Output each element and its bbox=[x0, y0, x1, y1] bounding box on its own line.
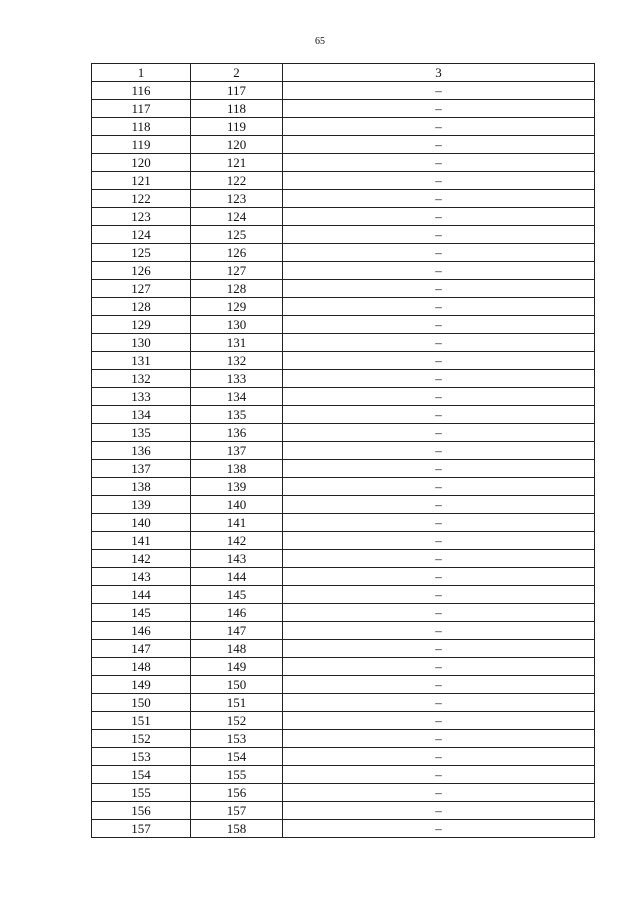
table-cell-col-3: – bbox=[283, 550, 595, 568]
table-cell-col-3: – bbox=[283, 118, 595, 136]
table-row bbox=[92, 550, 595, 568]
table-row bbox=[92, 136, 595, 154]
table-cell-col-1: 121 bbox=[92, 172, 191, 190]
table-row bbox=[92, 190, 595, 208]
table-row bbox=[92, 730, 595, 748]
table-row bbox=[92, 262, 595, 280]
table-cell-col-1: 131 bbox=[92, 352, 191, 370]
table-row bbox=[92, 154, 595, 172]
table-cell-col-3: – bbox=[283, 226, 595, 244]
table-row bbox=[92, 406, 595, 424]
table-row bbox=[92, 514, 595, 532]
table-row bbox=[92, 334, 595, 352]
table-cell-col-3: – bbox=[283, 640, 595, 658]
table-cell-col-2: 118 bbox=[191, 100, 283, 118]
table-row bbox=[92, 424, 595, 442]
table-row bbox=[92, 370, 595, 388]
table-cell-col-3: – bbox=[283, 802, 595, 820]
table-cell-col-1: 136 bbox=[92, 442, 191, 460]
table-cell-col-1: 134 bbox=[92, 406, 191, 424]
table-cell-col-1: 132 bbox=[92, 370, 191, 388]
table-cell-col-1: 139 bbox=[92, 496, 191, 514]
table-cell-col-1: 140 bbox=[92, 514, 191, 532]
table-cell-col-3: – bbox=[283, 496, 595, 514]
table-row bbox=[92, 496, 595, 514]
table-cell-col-1: 147 bbox=[92, 640, 191, 658]
table-cell-col-3: – bbox=[283, 352, 595, 370]
table-cell-col-1: 157 bbox=[92, 820, 191, 838]
table-cell-col-2: 132 bbox=[191, 352, 283, 370]
table-cell-col-2: 131 bbox=[191, 334, 283, 352]
table-cell-col-1: 153 bbox=[92, 748, 191, 766]
table-cell-col-3: – bbox=[283, 388, 595, 406]
table-cell-col-3: – bbox=[283, 532, 595, 550]
table-cell-col-1: 133 bbox=[92, 388, 191, 406]
table-row bbox=[92, 82, 595, 100]
table-cell-col-1: 120 bbox=[92, 154, 191, 172]
table-cell-col-2: 157 bbox=[191, 802, 283, 820]
table-cell-col-1: 118 bbox=[92, 118, 191, 136]
table-cell-col-1: 135 bbox=[92, 424, 191, 442]
table-cell-col-1: 156 bbox=[92, 802, 191, 820]
table-row bbox=[92, 640, 595, 658]
table-cell-col-3: – bbox=[283, 244, 595, 262]
table-row bbox=[92, 478, 595, 496]
table-row bbox=[92, 622, 595, 640]
table-cell-col-1: 137 bbox=[92, 460, 191, 478]
table-cell-col-1: 142 bbox=[92, 550, 191, 568]
table-cell-col-1: 138 bbox=[92, 478, 191, 496]
table-row bbox=[92, 712, 595, 730]
table-cell-col-3: – bbox=[283, 586, 595, 604]
table-cell-col-3: – bbox=[283, 460, 595, 478]
table-cell-col-3: – bbox=[283, 298, 595, 316]
table-cell-col-1: 141 bbox=[92, 532, 191, 550]
table-cell-col-1: 124 bbox=[92, 226, 191, 244]
table-cell-col-1: 119 bbox=[92, 136, 191, 154]
table-cell-col-2: 144 bbox=[191, 568, 283, 586]
table-cell-col-3: – bbox=[283, 172, 595, 190]
table-cell-col-1: 130 bbox=[92, 334, 191, 352]
table-row bbox=[92, 118, 595, 136]
table-cell-col-2: 125 bbox=[191, 226, 283, 244]
table-cell-col-1: 154 bbox=[92, 766, 191, 784]
table-cell-col-3: – bbox=[283, 280, 595, 298]
table-cell-col-1: 125 bbox=[92, 244, 191, 262]
table-cell-col-3: – bbox=[283, 676, 595, 694]
table-cell-col-2: 127 bbox=[191, 262, 283, 280]
table-row bbox=[92, 586, 595, 604]
table-cell-col-1: 146 bbox=[92, 622, 191, 640]
table-cell-col-3: – bbox=[283, 514, 595, 532]
table-row bbox=[92, 280, 595, 298]
table-row bbox=[92, 532, 595, 550]
page-number: 65 bbox=[315, 36, 325, 47]
table-cell-col-3: – bbox=[283, 154, 595, 172]
table-cell-col-3: – bbox=[283, 748, 595, 766]
table-cell-col-1: 144 bbox=[92, 586, 191, 604]
table-cell-col-3: – bbox=[283, 424, 595, 442]
table-cell-col-2: 134 bbox=[191, 388, 283, 406]
table-cell-col-1: 149 bbox=[92, 676, 191, 694]
table-row bbox=[92, 604, 595, 622]
column-header-2: 2 bbox=[191, 64, 283, 82]
table-cell-col-1: 152 bbox=[92, 730, 191, 748]
table-cell-col-3: – bbox=[283, 694, 595, 712]
table-row bbox=[92, 172, 595, 190]
table-row bbox=[92, 694, 595, 712]
table-row bbox=[92, 208, 595, 226]
table-row bbox=[92, 100, 595, 118]
table-cell-col-3: – bbox=[283, 712, 595, 730]
table-cell-col-2: 156 bbox=[191, 784, 283, 802]
table-row bbox=[92, 442, 595, 460]
table-cell-col-2: 121 bbox=[191, 154, 283, 172]
table-cell-col-1: 117 bbox=[92, 100, 191, 118]
table-cell-col-3: – bbox=[283, 190, 595, 208]
table-cell-col-2: 155 bbox=[191, 766, 283, 784]
table-row bbox=[92, 802, 595, 820]
table-cell-col-3: – bbox=[283, 442, 595, 460]
table-cell-col-2: 123 bbox=[191, 190, 283, 208]
table-cell-col-2: 140 bbox=[191, 496, 283, 514]
table-cell-col-3: – bbox=[283, 604, 595, 622]
table-cell-col-2: 150 bbox=[191, 676, 283, 694]
table-row bbox=[92, 766, 595, 784]
table-row bbox=[92, 820, 595, 838]
table-cell-col-2: 154 bbox=[191, 748, 283, 766]
table-row bbox=[92, 676, 595, 694]
table-cell-col-1: 151 bbox=[92, 712, 191, 730]
table-cell-col-2: 148 bbox=[191, 640, 283, 658]
table-cell-col-1: 123 bbox=[92, 208, 191, 226]
table-cell-col-3: – bbox=[283, 766, 595, 784]
table-cell-col-2: 126 bbox=[191, 244, 283, 262]
table-row bbox=[92, 748, 595, 766]
table-cell-col-3: – bbox=[283, 334, 595, 352]
table-cell-col-1: 126 bbox=[92, 262, 191, 280]
table-cell-col-2: 120 bbox=[191, 136, 283, 154]
table-row bbox=[92, 568, 595, 586]
table-cell-col-2: 139 bbox=[191, 478, 283, 496]
table-row bbox=[92, 316, 595, 334]
table-row bbox=[92, 244, 595, 262]
table-cell-col-2: 142 bbox=[191, 532, 283, 550]
table-cell-col-1: 116 bbox=[92, 82, 191, 100]
table-cell-col-1: 143 bbox=[92, 568, 191, 586]
table-cell-col-1: 155 bbox=[92, 784, 191, 802]
table-cell-col-2: 141 bbox=[191, 514, 283, 532]
table-header-row bbox=[92, 64, 595, 82]
table-cell-col-2: 130 bbox=[191, 316, 283, 334]
table-cell-col-2: 153 bbox=[191, 730, 283, 748]
column-header-1: 1 bbox=[92, 64, 191, 82]
table-row bbox=[92, 226, 595, 244]
table-cell-col-2: 146 bbox=[191, 604, 283, 622]
table-cell-col-2: 152 bbox=[191, 712, 283, 730]
table-cell-col-2: 136 bbox=[191, 424, 283, 442]
table-cell-col-2: 124 bbox=[191, 208, 283, 226]
table-cell-col-1: 122 bbox=[92, 190, 191, 208]
table-cell-col-3: – bbox=[283, 730, 595, 748]
table-row bbox=[92, 352, 595, 370]
table-row bbox=[92, 460, 595, 478]
table-row bbox=[92, 388, 595, 406]
table-cell-col-3: – bbox=[283, 478, 595, 496]
table-row bbox=[92, 658, 595, 676]
table-cell-col-1: 150 bbox=[92, 694, 191, 712]
table-row bbox=[92, 784, 595, 802]
table-cell-col-2: 151 bbox=[191, 694, 283, 712]
table-cell-col-3: – bbox=[283, 208, 595, 226]
table-cell-col-2: 122 bbox=[191, 172, 283, 190]
table-cell-col-2: 129 bbox=[191, 298, 283, 316]
table-cell-col-2: 147 bbox=[191, 622, 283, 640]
table-cell-col-2: 128 bbox=[191, 280, 283, 298]
table-cell-col-3: – bbox=[283, 370, 595, 388]
table-cell-col-2: 138 bbox=[191, 460, 283, 478]
table-cell-col-1: 128 bbox=[92, 298, 191, 316]
table-cell-col-2: 135 bbox=[191, 406, 283, 424]
table-cell-col-2: 119 bbox=[191, 118, 283, 136]
table-cell-col-1: 127 bbox=[92, 280, 191, 298]
table-cell-col-1: 145 bbox=[92, 604, 191, 622]
table-cell-col-3: – bbox=[283, 100, 595, 118]
table-cell-col-3: – bbox=[283, 262, 595, 280]
column-header-3: 3 bbox=[283, 64, 595, 82]
table-cell-col-2: 145 bbox=[191, 586, 283, 604]
table-cell-col-2: 143 bbox=[191, 550, 283, 568]
table-cell-col-3: – bbox=[283, 820, 595, 838]
table-body bbox=[92, 82, 595, 838]
table-cell-col-2: 158 bbox=[191, 820, 283, 838]
table-cell-col-3: – bbox=[283, 568, 595, 586]
data-table bbox=[91, 63, 595, 838]
table-cell-col-3: – bbox=[283, 316, 595, 334]
table-cell-col-3: – bbox=[283, 784, 595, 802]
table-cell-col-3: – bbox=[283, 622, 595, 640]
table-cell-col-1: 148 bbox=[92, 658, 191, 676]
table-cell-col-2: 133 bbox=[191, 370, 283, 388]
table-cell-col-2: 117 bbox=[191, 82, 283, 100]
table-cell-col-1: 129 bbox=[92, 316, 191, 334]
table-cell-col-3: – bbox=[283, 658, 595, 676]
table-cell-col-3: – bbox=[283, 136, 595, 154]
table-cell-col-2: 149 bbox=[191, 658, 283, 676]
table-row bbox=[92, 298, 595, 316]
table-cell-col-2: 137 bbox=[191, 442, 283, 460]
table-cell-col-3: – bbox=[283, 406, 595, 424]
table-cell-col-3: – bbox=[283, 82, 595, 100]
